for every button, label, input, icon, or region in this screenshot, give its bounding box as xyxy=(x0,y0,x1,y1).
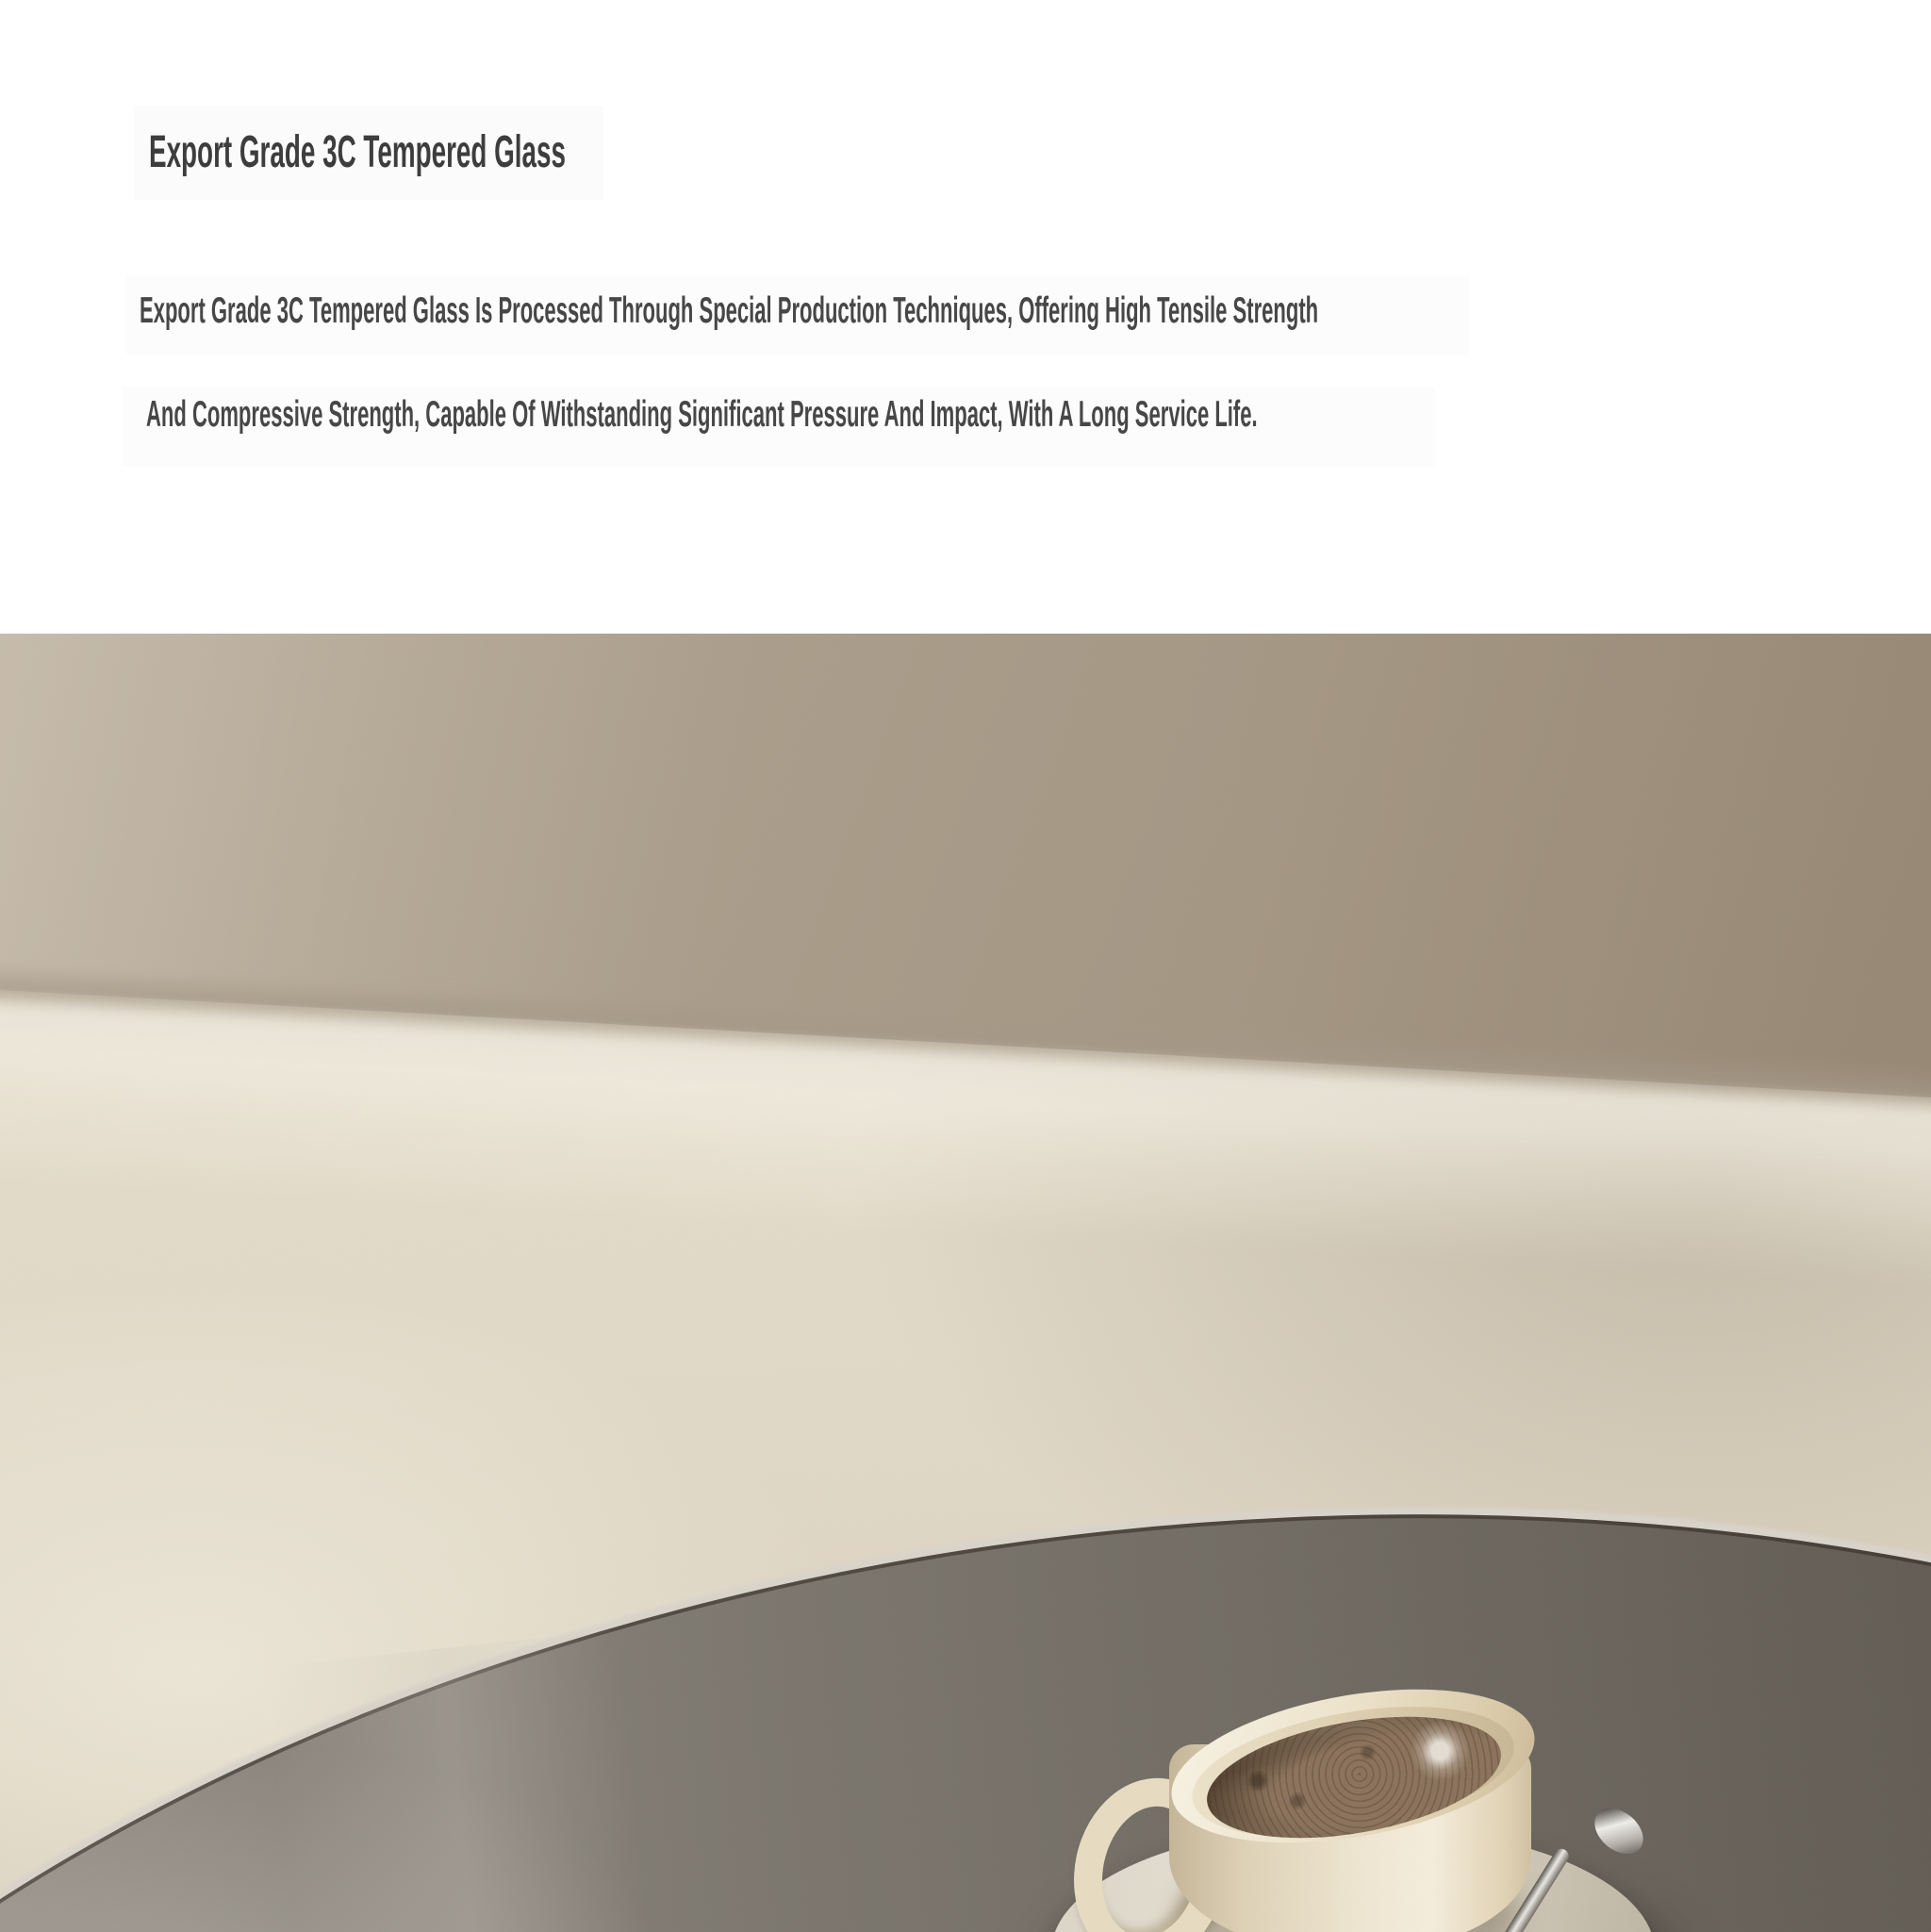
body-text-line-2-text: And Compressive Strength, Capable Of Withstanding Significant Pressure And Impact, With A Long Service Life. xyxy=(146,394,1258,435)
product-photo xyxy=(0,634,1931,1932)
section-title-text: Export Grade 3C Tempered Glass xyxy=(149,127,566,177)
section-title xyxy=(149,124,867,181)
description-block xyxy=(0,0,1931,634)
body-text-line-2 xyxy=(146,390,1931,439)
photo-grain-texture xyxy=(0,634,1931,1932)
body-text-line-1 xyxy=(140,287,1931,336)
body-text-line-1-text: Export Grade 3C Tempered Glass Is Processed Through Special Production Techniques, Offering High Tensile Strength xyxy=(140,290,1319,331)
